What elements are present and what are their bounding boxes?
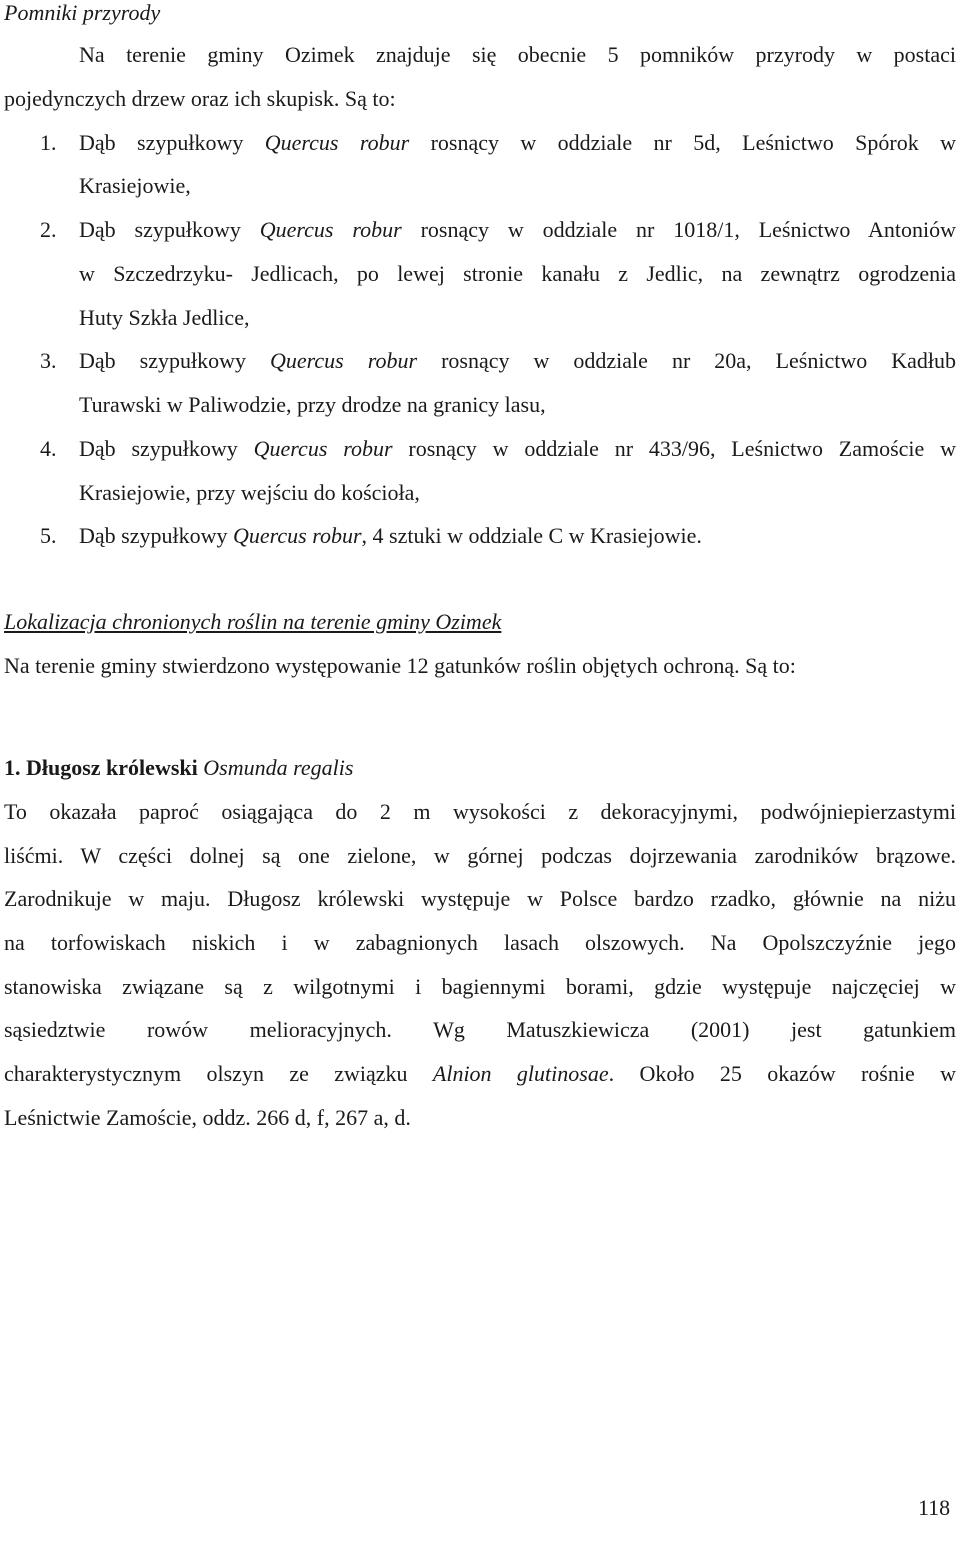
section-heading-protected-plants: Lokalizacja chronionych roślin na terenie gminy Ozimek — [4, 609, 502, 634]
species-latin: Alnion glutinosae — [432, 1061, 609, 1086]
species-description-line: To okazała paproć osiągająca do 2 m wysokości z dekoracyjnymi, podwójniepierzastymi — [4, 799, 956, 824]
list-item-line — [79, 523, 702, 549]
list-item-continuation: Krasiejowie, — [79, 173, 191, 198]
species-latin: Quercus robur — [232, 523, 362, 548]
tree-location: , 4 sztuki w oddziale C w Krasiejowie. — [361, 523, 702, 548]
list-item-number: 5. — [40, 523, 57, 548]
list-item-continuation: Huty Szkła Jedlice, — [79, 305, 250, 330]
tree-location: rosnący w oddziale nr 20a, Leśnictwo Kadłub — [441, 348, 956, 373]
tree-location: rosnący w oddziale nr 433/96, Leśnictwo Zamoście w — [408, 436, 957, 461]
species-heading — [4, 755, 353, 781]
list-item-continuation: w Szczedrzyku- Jedlicach, po lewej stronie kanału z Jedlic, na zewnątrz ogrodzenia — [79, 261, 956, 286]
tree-name: Dąb szypułkowy — [79, 130, 244, 155]
species-latin: Quercus robur — [259, 217, 402, 242]
list-item-continuation: Turawski w Paliwodzie, przy drodze na granicy lasu, — [79, 392, 546, 417]
page-number: 118 — [918, 1495, 951, 1520]
protected-plants-intro: Na terenie gminy stwierdzono występowanie 12 gatunków roślin objętych ochroną. Są to: — [4, 653, 796, 678]
species-latin: Quercus robur — [270, 348, 418, 373]
intro-line-1: Na terenie gminy Ozimek znajduje się obecnie 5 pomników przyrody w postaci — [79, 42, 956, 67]
species-latin: Osmunda regalis — [203, 755, 354, 780]
list-item-number: 2. — [40, 217, 57, 242]
intro-line-2: pojedynczych drzew oraz ich skupisk. Są to: — [4, 86, 396, 111]
species-description-line: stanowiska związane są z wilgotnymi i bagiennymi borami, gdzie występuje najczęciej w — [4, 974, 956, 999]
list-item-line — [79, 348, 956, 374]
species-latin: Quercus robur — [253, 436, 393, 461]
tree-location: rosnący w oddziale nr 1018/1, Leśnictwo Antoniów — [420, 217, 957, 242]
species-description-line: na torfowiskach niskich i w zabagnionych lasach olszowych. Na Opolszczyźnie jego — [4, 930, 956, 955]
species-description-line: Zarodnikuje w maju. Długosz królewski występuje w Polsce bardzo rzadko, głównie na niżu — [4, 886, 956, 911]
species-description-line: sąsiedztwie rowów melioracyjnych. Wg Matuszkiewicza (2001) jest gatunkiem — [4, 1017, 956, 1042]
species-latin: Quercus robur — [264, 130, 410, 155]
list-item-number: 3. — [40, 348, 57, 373]
tree-name: Dąb szypułkowy — [79, 523, 228, 548]
species-description-line — [4, 1061, 956, 1087]
description-text: . Około 25 okazów rośnie w — [608, 1061, 957, 1086]
tree-name: Dąb szypułkowy — [79, 217, 241, 242]
tree-location: rosnący w oddziale nr 5d, Leśnictwo Spórok w — [430, 130, 957, 155]
list-item-line — [79, 436, 956, 462]
list-item-continuation: Krasiejowie, przy wejściu do kościoła, — [79, 480, 420, 505]
list-item-line — [79, 130, 956, 156]
description-text: charakterystycznym olszyn ze związku — [4, 1061, 408, 1086]
species-title: 1. Długosz królewski — [4, 755, 198, 780]
species-description-line: liśćmi. W części dolnej są one zielone, w górnej podczas dojrzewania zarodników brązowe. — [4, 843, 956, 868]
species-description-line: Leśnictwie Zamoście, oddz. 266 d, f, 267 a, d. — [4, 1105, 411, 1130]
list-item-number: 4. — [40, 436, 57, 461]
list-item-number: 1. — [40, 130, 57, 155]
section-heading-monuments: Pomniki przyrody — [4, 0, 161, 25]
list-item-line — [79, 217, 956, 243]
tree-name: Dąb szypułkowy — [79, 348, 246, 373]
tree-name: Dąb szypułkowy — [79, 436, 238, 461]
